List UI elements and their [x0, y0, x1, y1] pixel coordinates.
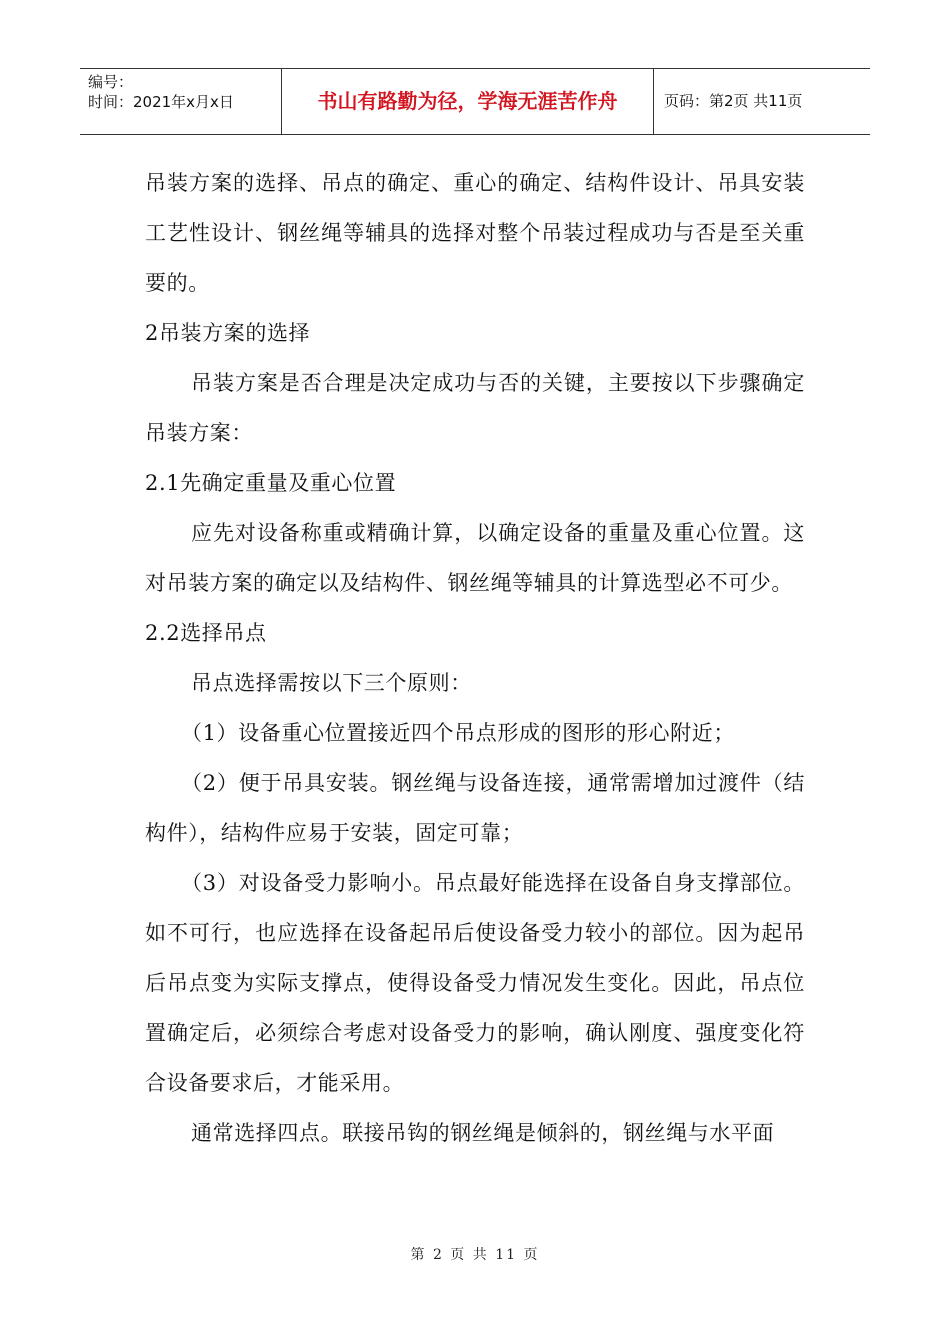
body-paragraph: 吊装方案的选择、吊点的确定、重心的确定、结构件设计、吊具安装工艺性设计、钢丝绳等辅具的选择对整个吊装过程成功与否是至关重要的。 — [145, 171, 805, 295]
document-date-label: 时间：2021年x月x日 — [88, 93, 234, 111]
page-header — [80, 68, 870, 135]
page-footer: 第 2 页 共 11 页 — [410, 1247, 540, 1263]
body-paragraph: 通常选择四点。联接吊钩的钢丝绳是倾斜的，钢丝绳与水平面 — [191, 1121, 775, 1145]
subsection-heading: 2.1先确定重量及重心位置 — [145, 471, 397, 495]
list-item: （1）设备重心位置接近四个吊点形成的图形的形心附近； — [181, 721, 735, 745]
body-paragraph: 应先对设备称重或精确计算，以确定设备的重量及重心位置。这对吊装方案的确定以及结构件、钢丝绳等辅具的计算选型必不可少。 — [145, 521, 805, 595]
subsection-heading: 2.2选择吊点 — [145, 621, 267, 645]
list-item: （2）便于吊具安装。钢丝绳与设备连接，通常需增加过渡件（结构件），结构件应易于安装，固定可靠； — [145, 771, 805, 845]
document-body — [145, 158, 805, 1158]
document-number-label: 编号： — [88, 73, 134, 91]
header-meta-cell — [80, 69, 282, 134]
body-paragraph: 吊点选择需按以下三个原则： — [191, 671, 472, 695]
list-item: （3）对设备受力影响小。吊点最好能选择在设备自身支撑部位。如不可行，也应选择在设备起吊后使设备受力较小的部位。因为起吊后吊点变为实际支撑点，使得设备受力情况发生变化。因此，吊点位置确定后，必须综合考虑对设备受力的影响，确认刚度、强度变化符合设备要求后，才能采用。 — [145, 871, 805, 1095]
body-paragraph: 吊装方案是否合理是决定成功与否的关键，主要按以下步骤确定吊装方案： — [145, 371, 805, 445]
section-heading: 2吊装方案的选择 — [145, 321, 311, 345]
header-motto: 书山有路勤为径，学海无涯苦作舟 — [282, 69, 654, 134]
header-page-info: 页码：第2页 共11页 — [664, 92, 803, 110]
